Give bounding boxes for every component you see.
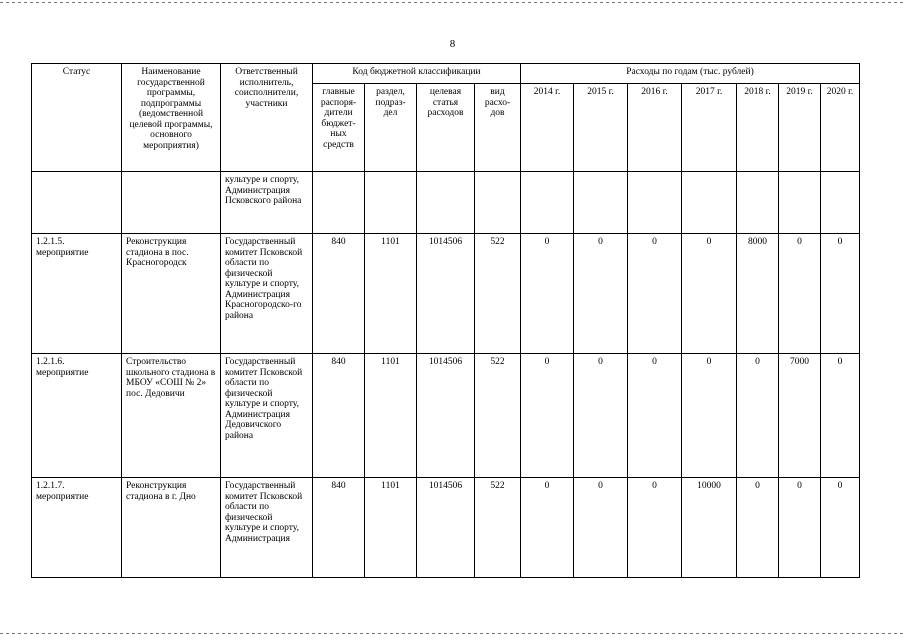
table-row [32, 172, 860, 234]
year-cell: 8000 [737, 234, 779, 354]
status-cell: 1.2.1.5. мероприятие [32, 234, 122, 354]
year-cell [821, 172, 860, 234]
status-cell [32, 172, 122, 234]
target-article-cell: 1014506 [417, 234, 475, 354]
year-cell [521, 172, 574, 234]
header-year-2014: 2014 г. [521, 84, 574, 172]
year-cell: 0 [682, 234, 737, 354]
header-section: раздел, подраз-дел [365, 84, 417, 172]
target-article-cell: 1014506 [417, 478, 475, 578]
executor-cell: Государственный комитет Псковской области по физической культуре и спорту, Администрация [221, 478, 313, 578]
year-cell: 0 [574, 478, 628, 578]
scan-edge-bottom [0, 633, 905, 634]
header-target-article: целевая статья расходов [417, 84, 475, 172]
expense-type-cell: 522 [475, 478, 521, 578]
target-article-cell [417, 172, 475, 234]
target-article-cell: 1014506 [417, 354, 475, 478]
expense-type-cell: 522 [475, 234, 521, 354]
executor-cell: Государственный комитет Псковской области по физической культуре и спорту, Администрация Красногородско-го района [221, 234, 313, 354]
year-cell: 0 [821, 234, 860, 354]
year-cell [628, 172, 682, 234]
header-year-2019: 2019 г. [779, 84, 821, 172]
section-cell: 1101 [365, 478, 417, 578]
year-cell [737, 172, 779, 234]
year-cell: 0 [521, 354, 574, 478]
header-year-2016: 2016 г. [628, 84, 682, 172]
year-cell: 0 [521, 234, 574, 354]
scan-edge-top [0, 2, 905, 3]
table-row [32, 478, 860, 578]
grbs-cell [313, 172, 365, 234]
year-cell: 7000 [779, 354, 821, 478]
section-cell: 1101 [365, 354, 417, 478]
year-cell: 0 [521, 478, 574, 578]
grbs-cell: 840 [313, 354, 365, 478]
year-cell: 0 [821, 478, 860, 578]
year-cell: 0 [821, 354, 860, 478]
section-cell [365, 172, 417, 234]
table-row [32, 354, 860, 478]
expense-type-cell: 522 [475, 354, 521, 478]
status-cell: 1.2.1.7. мероприятие [32, 478, 122, 578]
executor-cell: культуре и спорту, Администрация Псковского района [221, 172, 313, 234]
year-cell: 0 [628, 478, 682, 578]
header-year-2015: 2015 г. [574, 84, 628, 172]
year-cell: 0 [737, 478, 779, 578]
year-cell: 0 [682, 354, 737, 478]
status-cell: 1.2.1.6. мероприятие [32, 354, 122, 478]
header-expenses-by-year: Расходы по годам (тыс. рублей) [521, 64, 860, 84]
grbs-cell: 840 [313, 234, 365, 354]
name-cell: Реконструкция стадиона в г. Дно [122, 478, 221, 578]
name-cell: Реконструкция стадиона в пос. Красногородск [122, 234, 221, 354]
year-cell: 0 [628, 354, 682, 478]
year-cell: 0 [779, 478, 821, 578]
year-cell: 0 [737, 354, 779, 478]
header-year-2017: 2017 г. [682, 84, 737, 172]
year-cell: 0 [628, 234, 682, 354]
year-cell [779, 172, 821, 234]
header-grbs: главные распоря-дители бюджет-ных средств [313, 84, 365, 172]
year-cell [574, 172, 628, 234]
grbs-cell: 840 [313, 478, 365, 578]
section-cell: 1101 [365, 234, 417, 354]
header-year-2020: 2020 г. [821, 84, 860, 172]
header-expense-type: вид расхо-дов [475, 84, 521, 172]
executor-cell: Государственный комитет Псковской области по физической культуре и спорту, Администрация Дедовичского района [221, 354, 313, 478]
header-status: Статус [32, 64, 122, 172]
year-cell: 10000 [682, 478, 737, 578]
header-budget-classification: Код бюджетной классификации [313, 64, 521, 84]
page-number: 8 [449, 38, 456, 50]
header-name: Наименование государственной программы, подпрограммы (ведомственной целевой программы, основного мероприятия) [122, 64, 221, 172]
header-executor: Ответственный исполнитель, соисполнители, участники [221, 64, 313, 172]
name-cell: Строительство школьного стадиона в МБОУ «СОШ № 2» пос. Дедовичи [122, 354, 221, 478]
year-cell: 0 [574, 354, 628, 478]
year-cell: 0 [779, 234, 821, 354]
year-cell [682, 172, 737, 234]
table-row [32, 234, 860, 354]
header-year-2018: 2018 г. [737, 84, 779, 172]
budget-table [31, 63, 860, 578]
name-cell [122, 172, 221, 234]
expense-type-cell [475, 172, 521, 234]
year-cell: 0 [574, 234, 628, 354]
